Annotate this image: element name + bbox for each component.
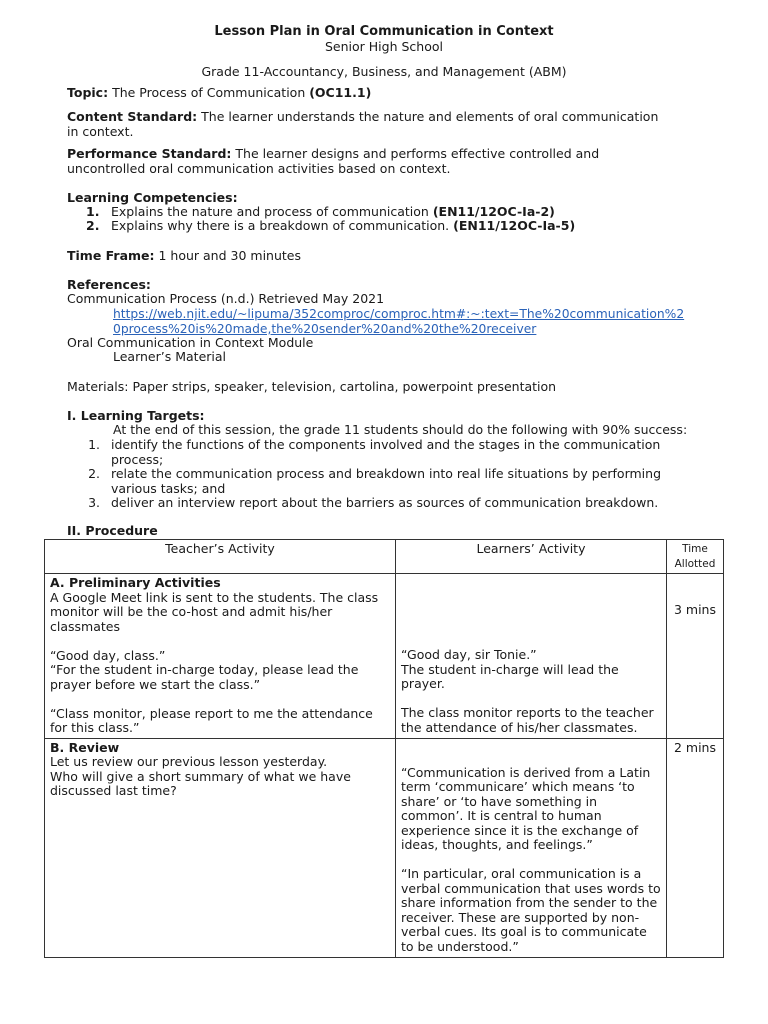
competency-item: 2. Explains why there is a breakdown of communication. (EN11/12OC-Ia-5) (86, 218, 576, 233)
topic-label: Topic: (67, 85, 109, 100)
col-time-allotted: Time Allotted (667, 540, 724, 574)
topic-line (67, 86, 707, 101)
col-learners-activity: Learners’ Activity (396, 540, 667, 574)
section-b-title: B. Review (50, 739, 120, 755)
time-frame (67, 249, 707, 264)
document-title: Lesson Plan in Oral Communication in Context (214, 24, 554, 39)
topic-code: (OC11.1) (309, 85, 372, 100)
reference-url[interactable] (113, 307, 684, 336)
topic-text: The Process of Communication (108, 85, 310, 100)
competencies-heading: Learning Competencies: (67, 190, 238, 205)
time-cell-a: 3 mins (667, 574, 724, 739)
learners-cell-b: “Communication is derived from a Latin term ‘communicare’ which means ‘to share’ or ‘to have something in common’. It is central to human experience since it is the exchange of ideas, thoughts, and feelings.” “In particular, oral communication is a verbal communication that uses words to share information from the sender to the receiver. These are supported by non-verbal cues. Its goal is to communicate to be understood.” (396, 738, 667, 958)
materials: Materials: Paper strips, speaker, television, cartolina, powerpoint presentation (67, 379, 557, 394)
teacher-cell-b: B. Review Let us review our previous lesson yesterday. Who will give a short summary of what we have discussed last time? (45, 738, 396, 958)
performance-standard-label: Performance Standard: (67, 146, 232, 161)
time-frame-label: Time Frame: (67, 248, 155, 263)
section-a-title: A. Preliminary Activities (50, 575, 221, 590)
performance-standard (67, 147, 677, 176)
content-standard-label: Content Standard: (67, 109, 198, 124)
reference-1: Communication Process (n.d.) Retrieved May 2021 (67, 291, 385, 306)
time-cell-b: 2 mins (667, 738, 724, 958)
time-frame-text: 1 hour and 30 minutes (154, 248, 301, 263)
table-header-row (45, 540, 724, 574)
procedure-table (44, 539, 724, 958)
teacher-cell-a: A. Preliminary Activities A Google Meet link is sent to the students. The class monitor will be the co-host and admit his/her classmates “Good day, class.” “For the student in-charge today, please lead the prayer before we start the class.” “Class monitor, please report to me the attendance for this class.” (45, 574, 396, 739)
target-item: 3. deliver an interview report about the barriers as sources of communication breakdown. (88, 495, 659, 510)
school-level: Senior High School (325, 39, 443, 54)
reference-2: Oral Communication in Context Module (67, 335, 314, 350)
competency-item: 1. Explains the nature and process of communication (EN11/12OC-Ia-2) (86, 204, 555, 219)
reference-url-line-2[interactable]: 0process%20is%20made,the%20sender%20and%20the%20receiver (113, 321, 537, 336)
col-teacher-activity: Teacher’s Activity (45, 540, 396, 574)
performance-standard-text: The learner designs and performs effective controlled and uncontrolled oral communication activities based on context. (67, 146, 600, 176)
table-row (45, 574, 724, 739)
learners-cell-a: “Good day, sir Tonie.” The student in-charge will lead the prayer. The class monitor reports to the teacher the attendance of his/her classmates. (396, 574, 667, 739)
grade-strand: Grade 11-Accountancy, Business, and Management (ABM) (201, 64, 567, 79)
content-standard (67, 110, 667, 139)
target-item: 2. relate the communication process and breakdown into real life situations by performing various tasks; and (88, 466, 661, 496)
reference-3: Learner’s Material (113, 349, 227, 364)
procedure-heading: II. Procedure (67, 523, 158, 538)
table-row (45, 738, 724, 958)
learning-targets-intro: At the end of this session, the grade 11 students should do the following with 90% success: (113, 422, 688, 437)
reference-url-line-1[interactable]: https://web.njit.edu/~lipuma/352comproc/comproc.htm#:~:text=The%20communication%2 (113, 307, 685, 321)
content-standard-text: The learner understands the nature and elements of oral communication in context. (67, 109, 659, 139)
learning-targets-heading: I. Learning Targets: (67, 408, 205, 423)
target-item: 1. identify the functions of the components involved and the stages in the communication process; (88, 437, 661, 467)
references-heading: References: (67, 277, 151, 292)
